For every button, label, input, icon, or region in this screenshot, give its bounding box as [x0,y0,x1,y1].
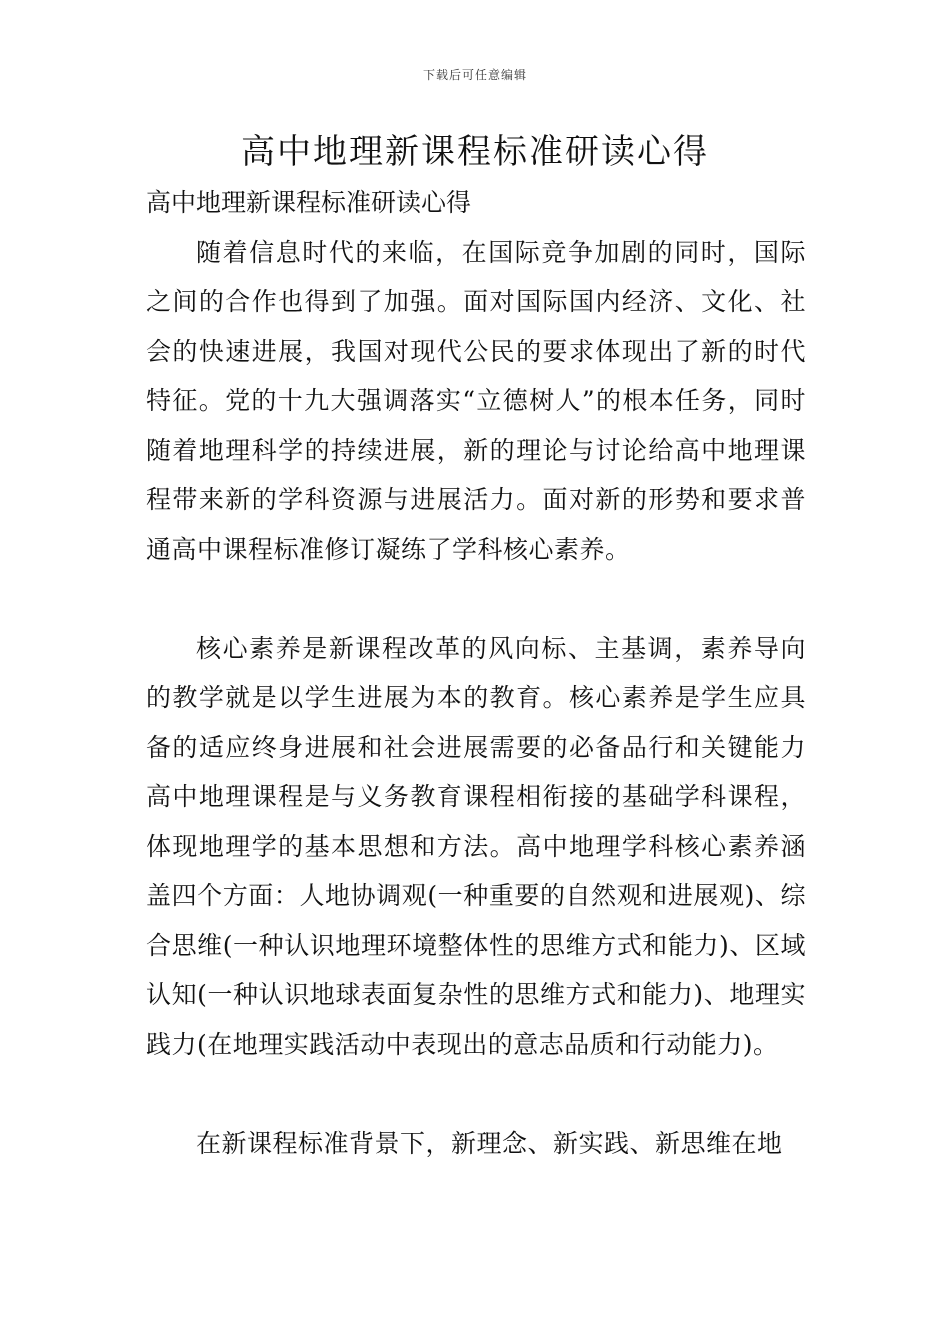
paragraph-spacer [146,1069,806,1119]
document-title: 高中地理新课程标准研读心得 [241,132,709,172]
paragraph-1: 随着信息时代的来临，在国际竞争加剧的同时，国际之间的合作也得到了加强。面对国际国内经济、文化、社会的快速进展，我国对现代公民的要求体现出了新的时代特征。党的十九大强调落实“立德树人”的根本任务，同时随着地理科学的持续进展，新的理论与讨论给高中地理课程带来新的学科资源与进展活力。面对新的形势和要求普通高中课程标准修订凝练了学科核心素养。 [146,237,806,564]
document-body [146,178,806,1168]
paragraph-3: 在新课程标准背景下，新理念、新实践、新思维在地 [196,1128,783,1158]
paragraph-2: 核心素养是新课程改革的风向标、主基调，素养导向的教学就是以学生进展为本的教育。核心素养是学生应具备的适应终身进展和社会进展需要的必备品行和关键能力高中地理课程是与义务教育课程相衔接的基础学科课程，体现地理学的基本思想和方法。高中地理学科核心素养涵盖四个方面：人地协调观(一种重要的自然观和进展观)、综合思维(一种认识地理环境整体性的思维方式和能力)、区域认知(一种认识地球表面复杂性的思维方式和能力)、地理实践力(在地理实践活动中表现出的意志品质和行动能力)。 [146,633,806,1059]
document-subtitle: 高中地理新课程标准研读心得 [146,188,472,217]
paragraph-spacer [146,574,806,624]
header-note: 下载后可任意编辑 [422,68,527,82]
